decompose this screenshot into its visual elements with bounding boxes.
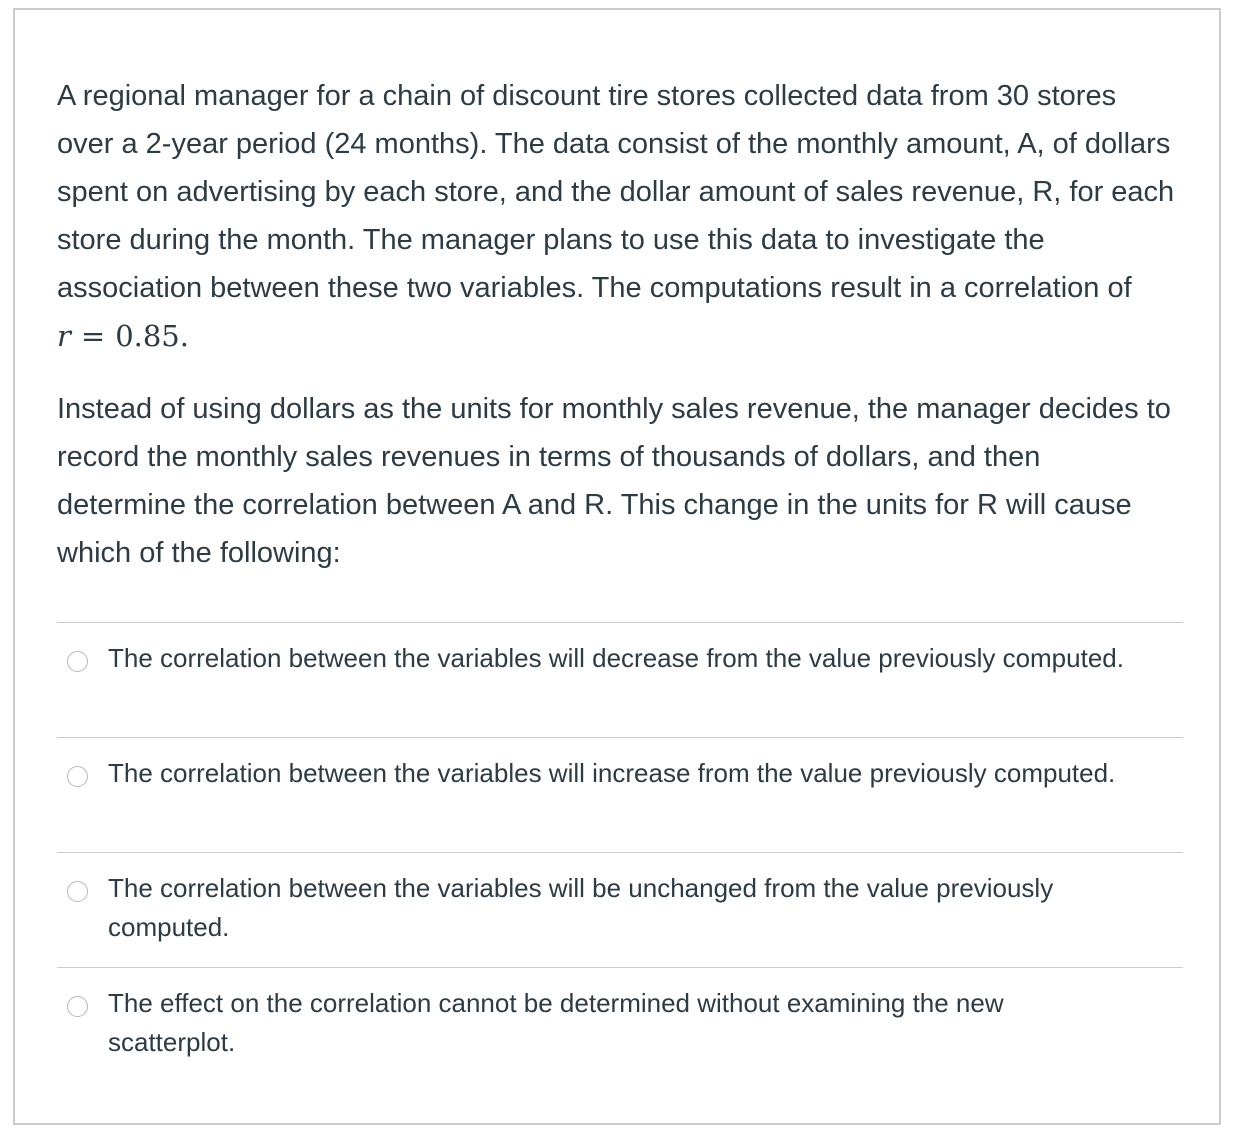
- math-variable-r: r: [57, 319, 71, 353]
- answer-option-3[interactable]: [57, 852, 1183, 967]
- question-text: [57, 72, 1177, 577]
- question-paragraph-1: [57, 72, 1177, 361]
- radio-button-icon[interactable]: [67, 996, 88, 1017]
- answer-option-2[interactable]: [57, 737, 1183, 852]
- answer-option-4[interactable]: [57, 967, 1183, 1082]
- answer-list: [57, 622, 1183, 1082]
- radio-button-icon[interactable]: [67, 881, 88, 902]
- answer-label[interactable]: The correlation between the variables will increase from the value previously computed.: [108, 758, 1116, 788]
- math-equals: =: [80, 319, 106, 353]
- quiz-question-card: [13, 8, 1221, 1125]
- question-paragraph-2: Instead of using dollars as the units for monthly sales revenue, the manager decides to record the monthly sales revenues in terms of thousands of dollars, and then determine the correlation between A and R. This change in the units for R will cause which of the following:: [57, 393, 1171, 569]
- math-correlation-value: 0.85: [115, 319, 180, 353]
- question-paragraph-1-text: A regional manager for a chain of discount tire stores collected data from 30 stores over a 2-year period (24 months). The data consist of the monthly amount, A, of dollars spent on advertising by each store, and the dollar amount of sales revenue, R, for each store during the month. The manager plans to use this data to investigate the association between these two variables. The computations result in a correlation of: [57, 80, 1175, 304]
- radio-button-icon[interactable]: [67, 651, 88, 672]
- answer-label[interactable]: The correlation between the variables will decrease from the value previously computed.: [108, 643, 1124, 673]
- answer-label[interactable]: The correlation between the variables will be unchanged from the value previously computed.: [108, 873, 1054, 942]
- radio-button-icon[interactable]: [67, 766, 88, 787]
- math-period: .: [179, 319, 189, 353]
- answer-option-1[interactable]: [57, 622, 1183, 737]
- answer-label[interactable]: The effect on the correlation cannot be determined without examining the new scatterplot.: [108, 988, 1004, 1057]
